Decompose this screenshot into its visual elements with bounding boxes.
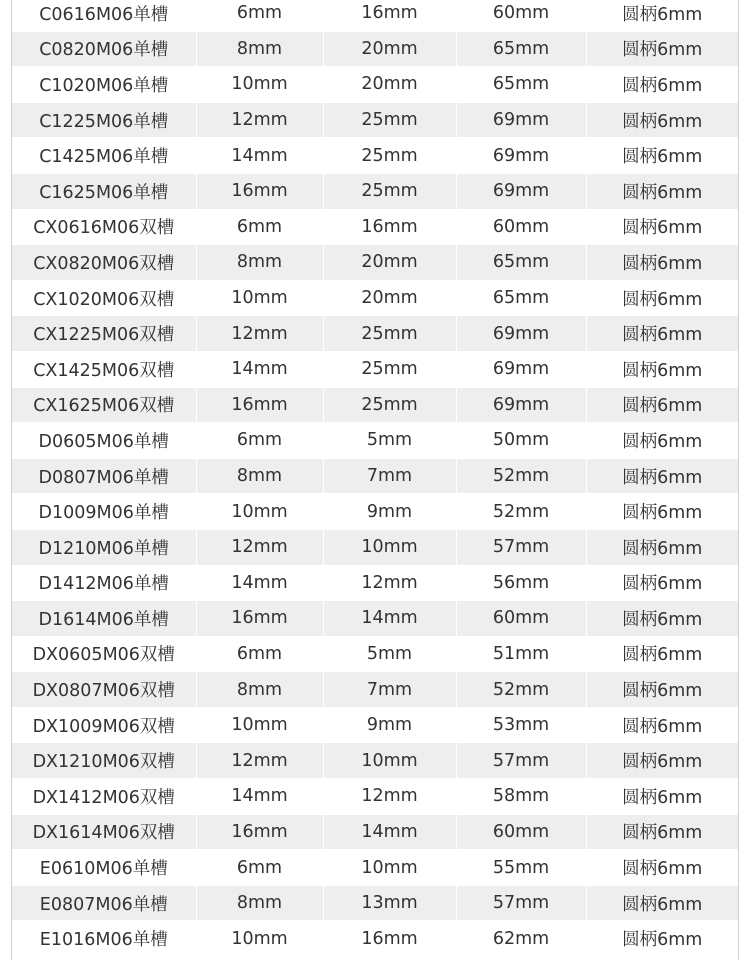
model-cell: C1625M06单槽 xyxy=(12,173,196,209)
overall-length-cell: 56mm xyxy=(456,565,586,601)
model-cell: CX0820M06双槽 xyxy=(12,245,196,281)
table-row xyxy=(12,102,738,138)
model-cell: D1614M06单槽 xyxy=(12,601,196,637)
model-cell: E1016M06单槽 xyxy=(12,921,196,957)
shank-cell: 圆柄6mm xyxy=(586,280,738,316)
cutting-length-cell: 12mm xyxy=(323,779,456,815)
table-row xyxy=(12,601,738,637)
shank-cell: 圆柄6mm xyxy=(586,779,738,815)
diameter-cell: 12mm xyxy=(196,316,323,352)
table-row xyxy=(12,743,738,779)
diameter-cell: 12mm xyxy=(196,529,323,565)
overall-length-cell: 69mm xyxy=(456,138,586,174)
diameter-cell: 12mm xyxy=(196,743,323,779)
diameter-cell: 6mm xyxy=(196,209,323,245)
diameter-cell: 6mm xyxy=(196,0,323,31)
model-cell: D0605M06单槽 xyxy=(12,423,196,459)
shank-cell: 圆柄6mm xyxy=(586,494,738,530)
overall-length-cell: 69mm xyxy=(456,173,586,209)
cutting-length-cell: 9mm xyxy=(323,707,456,743)
diameter-cell: 10mm xyxy=(196,707,323,743)
shank-cell: 圆柄6mm xyxy=(586,565,738,601)
diameter-cell: 16mm xyxy=(196,814,323,850)
diameter-cell: 6mm xyxy=(196,423,323,459)
diameter-cell: 6mm xyxy=(196,636,323,672)
spec-table-container xyxy=(11,0,739,960)
table-row xyxy=(12,245,738,281)
cutting-length-cell: 14mm xyxy=(323,601,456,637)
model-cell: DX1210M06双槽 xyxy=(12,743,196,779)
table-row xyxy=(12,173,738,209)
shank-cell: 圆柄6mm xyxy=(586,173,738,209)
table-row xyxy=(12,423,738,459)
shank-cell: 圆柄6mm xyxy=(586,601,738,637)
overall-length-cell: 60mm xyxy=(456,814,586,850)
shank-cell: 圆柄6mm xyxy=(586,885,738,921)
diameter-cell: 10mm xyxy=(196,494,323,530)
cutting-length-cell: 5mm xyxy=(323,423,456,459)
table-row xyxy=(12,387,738,423)
shank-cell: 圆柄6mm xyxy=(586,743,738,779)
model-cell: D1412M06单槽 xyxy=(12,565,196,601)
table-row xyxy=(12,0,738,31)
model-cell: E0807M06单槽 xyxy=(12,885,196,921)
shank-cell: 圆柄6mm xyxy=(586,529,738,565)
model-cell: CX0616M06双槽 xyxy=(12,209,196,245)
shank-cell: 圆柄6mm xyxy=(586,67,738,103)
diameter-cell: 8mm xyxy=(196,672,323,708)
model-cell: C1020M06单槽 xyxy=(12,67,196,103)
cutting-length-cell: 25mm xyxy=(323,387,456,423)
model-cell: D1210M06单槽 xyxy=(12,529,196,565)
overall-length-cell: 60mm xyxy=(456,601,586,637)
table-row xyxy=(12,31,738,67)
cutting-length-cell: 25mm xyxy=(323,173,456,209)
shank-cell: 圆柄6mm xyxy=(586,672,738,708)
table-row xyxy=(12,67,738,103)
overall-length-cell: 69mm xyxy=(456,351,586,387)
shank-cell: 圆柄6mm xyxy=(586,387,738,423)
overall-length-cell: 58mm xyxy=(456,779,586,815)
diameter-cell: 14mm xyxy=(196,779,323,815)
model-cell: CX1425M06双槽 xyxy=(12,351,196,387)
cutting-length-cell: 13mm xyxy=(323,885,456,921)
diameter-cell: 8mm xyxy=(196,458,323,494)
diameter-cell: 8mm xyxy=(196,31,323,67)
diameter-cell: 10mm xyxy=(196,921,323,957)
overall-length-cell: 57mm xyxy=(456,529,586,565)
cutting-length-cell: 10mm xyxy=(323,743,456,779)
table-row xyxy=(12,672,738,708)
table-row xyxy=(12,280,738,316)
cutting-length-cell: 12mm xyxy=(323,565,456,601)
table-row xyxy=(12,921,738,957)
overall-length-cell: 60mm xyxy=(456,209,586,245)
cutting-length-cell: 25mm xyxy=(323,316,456,352)
model-cell: C1225M06单槽 xyxy=(12,102,196,138)
shank-cell: 圆柄6mm xyxy=(586,707,738,743)
shank-cell: 圆柄6mm xyxy=(586,351,738,387)
shank-cell: 圆柄6mm xyxy=(586,316,738,352)
shank-cell: 圆柄6mm xyxy=(586,209,738,245)
cutting-length-cell: 7mm xyxy=(323,672,456,708)
overall-length-cell: 60mm xyxy=(456,0,586,31)
shank-cell: 圆柄6mm xyxy=(586,458,738,494)
table-row xyxy=(12,351,738,387)
model-cell: DX1412M06双槽 xyxy=(12,779,196,815)
model-cell: D1009M06单槽 xyxy=(12,494,196,530)
overall-length-cell: 57mm xyxy=(456,885,586,921)
spec-table xyxy=(12,0,738,957)
diameter-cell: 8mm xyxy=(196,885,323,921)
overall-length-cell: 57mm xyxy=(456,743,586,779)
model-cell: C1425M06单槽 xyxy=(12,138,196,174)
overall-length-cell: 50mm xyxy=(456,423,586,459)
model-cell: DX0605M06双槽 xyxy=(12,636,196,672)
cutting-length-cell: 16mm xyxy=(323,921,456,957)
spec-table-body xyxy=(12,0,738,957)
shank-cell: 圆柄6mm xyxy=(586,814,738,850)
diameter-cell: 14mm xyxy=(196,351,323,387)
shank-cell: 圆柄6mm xyxy=(586,0,738,31)
overall-length-cell: 52mm xyxy=(456,458,586,494)
table-row xyxy=(12,850,738,886)
diameter-cell: 6mm xyxy=(196,850,323,886)
diameter-cell: 16mm xyxy=(196,387,323,423)
overall-length-cell: 65mm xyxy=(456,280,586,316)
overall-length-cell: 55mm xyxy=(456,850,586,886)
cutting-length-cell: 20mm xyxy=(323,280,456,316)
cutting-length-cell: 10mm xyxy=(323,529,456,565)
table-row xyxy=(12,138,738,174)
cutting-length-cell: 20mm xyxy=(323,67,456,103)
overall-length-cell: 51mm xyxy=(456,636,586,672)
shank-cell: 圆柄6mm xyxy=(586,245,738,281)
shank-cell: 圆柄6mm xyxy=(586,102,738,138)
shank-cell: 圆柄6mm xyxy=(586,921,738,957)
diameter-cell: 14mm xyxy=(196,565,323,601)
overall-length-cell: 69mm xyxy=(456,316,586,352)
cutting-length-cell: 10mm xyxy=(323,850,456,886)
table-row xyxy=(12,814,738,850)
diameter-cell: 12mm xyxy=(196,102,323,138)
shank-cell: 圆柄6mm xyxy=(586,138,738,174)
overall-length-cell: 65mm xyxy=(456,67,586,103)
table-row xyxy=(12,316,738,352)
model-cell: DX0807M06双槽 xyxy=(12,672,196,708)
table-row xyxy=(12,779,738,815)
overall-length-cell: 62mm xyxy=(456,921,586,957)
overall-length-cell: 69mm xyxy=(456,102,586,138)
cutting-length-cell: 20mm xyxy=(323,245,456,281)
overall-length-cell: 52mm xyxy=(456,672,586,708)
model-cell: CX1225M06双槽 xyxy=(12,316,196,352)
cutting-length-cell: 25mm xyxy=(323,102,456,138)
overall-length-cell: 65mm xyxy=(456,245,586,281)
shank-cell: 圆柄6mm xyxy=(586,850,738,886)
table-row xyxy=(12,636,738,672)
cutting-length-cell: 16mm xyxy=(323,0,456,31)
model-cell: DX1009M06双槽 xyxy=(12,707,196,743)
diameter-cell: 10mm xyxy=(196,280,323,316)
cutting-length-cell: 16mm xyxy=(323,209,456,245)
overall-length-cell: 69mm xyxy=(456,387,586,423)
overall-length-cell: 65mm xyxy=(456,31,586,67)
model-cell: C0616M06单槽 xyxy=(12,0,196,31)
diameter-cell: 10mm xyxy=(196,67,323,103)
cutting-length-cell: 9mm xyxy=(323,494,456,530)
model-cell: E0610M06单槽 xyxy=(12,850,196,886)
cutting-length-cell: 7mm xyxy=(323,458,456,494)
table-row xyxy=(12,529,738,565)
table-row xyxy=(12,458,738,494)
diameter-cell: 8mm xyxy=(196,245,323,281)
cutting-length-cell: 25mm xyxy=(323,351,456,387)
table-row xyxy=(12,209,738,245)
model-cell: CX1020M06双槽 xyxy=(12,280,196,316)
model-cell: D0807M06单槽 xyxy=(12,458,196,494)
diameter-cell: 16mm xyxy=(196,601,323,637)
table-row xyxy=(12,707,738,743)
shank-cell: 圆柄6mm xyxy=(586,636,738,672)
cutting-length-cell: 5mm xyxy=(323,636,456,672)
diameter-cell: 14mm xyxy=(196,138,323,174)
table-row xyxy=(12,885,738,921)
model-cell: DX1614M06双槽 xyxy=(12,814,196,850)
shank-cell: 圆柄6mm xyxy=(586,423,738,459)
overall-length-cell: 52mm xyxy=(456,494,586,530)
model-cell: CX1625M06双槽 xyxy=(12,387,196,423)
diameter-cell: 16mm xyxy=(196,173,323,209)
cutting-length-cell: 25mm xyxy=(323,138,456,174)
cutting-length-cell: 14mm xyxy=(323,814,456,850)
table-row xyxy=(12,565,738,601)
table-row xyxy=(12,494,738,530)
cutting-length-cell: 20mm xyxy=(323,31,456,67)
model-cell: C0820M06单槽 xyxy=(12,31,196,67)
overall-length-cell: 53mm xyxy=(456,707,586,743)
shank-cell: 圆柄6mm xyxy=(586,31,738,67)
